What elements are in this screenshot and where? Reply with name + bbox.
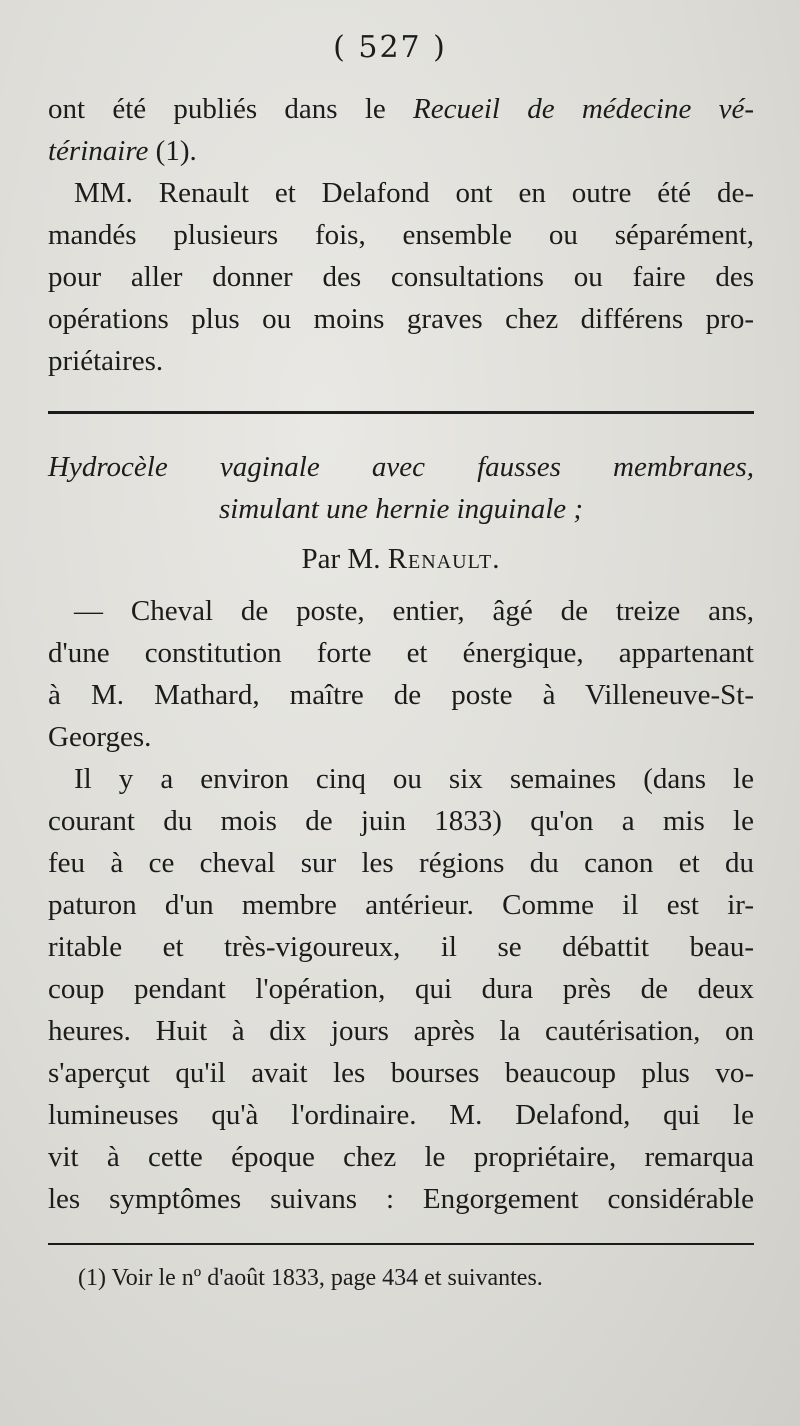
paragraph-line: MM. Renault et Delafond ont en outre été de- [74,177,754,209]
article-byline: Par M. Renault. [301,543,501,575]
body-line: les symptômes suivans : Engorgement considérable [48,1183,754,1215]
paragraph-line: ont été publiés dans le Recueil de médecine vé- [48,93,754,125]
paragraph-line: priétaires. [48,345,164,377]
journal-title: térinaire [48,135,149,167]
author-name: Renault. [387,543,501,575]
body-line: ritable et très-vigoureux, il se débattit beau- [48,931,754,963]
body-line: à M. Mathard, maître de poste à Villeneuve-St- [48,679,754,711]
body-line: d'une constitution forte et énergique, appartenant [48,637,754,669]
article-title: Hydrocèle vaginale avec fausses membranes, [48,451,754,483]
page-number: ( 527 ) [333,30,447,65]
body-line: paturon d'un membre antérieur. Comme il est ir- [48,889,754,921]
article-title: simulant une hernie inguinale ; [218,493,584,525]
journal-title: Recueil de médecine vé- [413,93,754,125]
body-line: coup pendant l'opération, qui dura près de deux [48,973,754,1005]
paragraph-line: mandés plusieurs fois, ensemble ou séparément, [48,219,754,251]
body-line: s'aperçut qu'il avait les bourses beaucoup plus vo- [48,1057,754,1089]
body-line: Il y a environ cinq ou six semaines (dans le [74,763,754,795]
footnote: (1) Voir le nº d'août 1833, page 434 et suivantes. [78,1265,543,1291]
body-line: Georges. [48,721,152,753]
paragraph-line: pour aller donner des consultations ou faire des [48,261,754,293]
paragraph-line: opérations plus ou moins graves chez différens pro- [48,303,754,335]
body-line: — Cheval de poste, entier, âgé de treize ans, [74,595,754,627]
section-divider [48,411,754,414]
body-line: lumineuses qu'à l'ordinaire. M. Delafond, qui le [48,1099,754,1131]
body-line: courant du mois de juin 1833) qu'on a mis le [48,805,754,837]
paragraph-line: térinaire (1). [48,135,197,167]
footnote-divider [48,1243,754,1245]
body-line: vit à cette époque chez le propriétaire, remarqua [48,1141,754,1173]
body-line: heures. Huit à dix jours après la cautérisation, on [48,1015,754,1047]
body-line: feu à ce cheval sur les régions du canon et du [48,847,754,879]
